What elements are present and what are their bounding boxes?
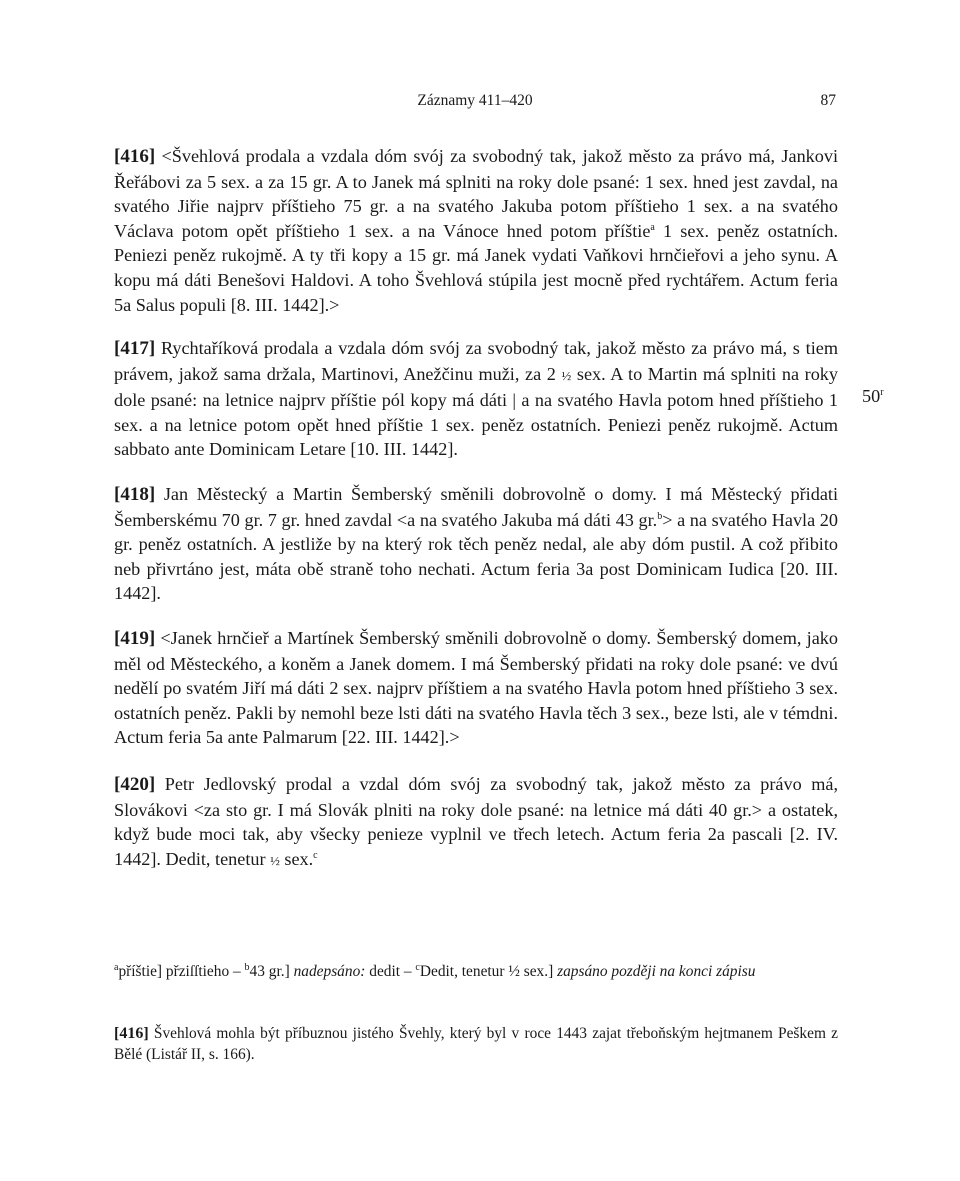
folio-number: 50 — [862, 386, 881, 406]
comment-text: Švehlová mohla být příbuznou jistého Švehly, který byl v roce 1443 zajat třeboňským hejtmanem Peškem z Bělé (Listář II, s. 166). — [114, 1025, 838, 1063]
comment-entry-number: [416] — [114, 1025, 149, 1042]
entry-text: Petr Jedlovský prodal a vzdal dóm svój za svobodný tak, jakož město za právo má, Slovákovi <za sto gr. I má Slovák plniti na roky dole psané: na letnice má dáti 40 gr.> a ostatek, když bude moci tak, aby všecky penieze vyplnil ve třech letech. Actum feria 2a pascali [2. IV. 1442]. Dedit, tenetur — [114, 774, 838, 869]
footnote-marker-b: b — [657, 510, 663, 522]
entry-text: Rychtaříková prodala a vzdala dóm svój za svobodný tak, jakož město za právo má, s tiem právem, jakož sama držala, Martinovi, Anežčinu muži, za 2 — [114, 338, 839, 384]
entry-420 — [114, 772, 838, 873]
entry-text: <Janek hrnčieř a Martínek Šemberský směnili dobrovolně o domy. Šemberský domem, jako měl od Městeckého, a koněm a Janek domem. I má Šemberský přidati na roky dole psané: ve dvú nedělí po svatém Jiří má dáti 2 sex. najprv příštiem a na svatého Havla potom hned příštieho 3 sex. ostatních peněz. Pakli by nemohl beze lsti dáti na svatého Havla těch 3 sex., beze lsti, ale v témdni. Actum feria 5a ante Palmarum [22. III. 1442].> — [114, 628, 838, 748]
footnote-c: Dedit, tenetur ½ sex.] — [419, 963, 558, 980]
folio-side: r — [880, 386, 884, 398]
footnote-mark: b — [244, 961, 250, 973]
entry-text-cont: sex. A to Martin má splniti na roky dole psané: na letnice najprv příštie pól kopy má dáti | a na svatého Havla potom hned příštieho 1 sex. a na letnice potom opět hned příštie 1 sex. peněz ostatních. Peniezi peněz rukojmě. Actum sabbato ante Dominicam Letare [10. III. 1442]. — [114, 363, 838, 460]
entry-text-cont: sex. — [279, 848, 314, 869]
entry-text: <Švehlová prodala a vzdala dóm svój za svobodný tak, jakož město za právo má, Jankovi Řeřábovi za 5 sex. a za 15 gr. A to Janek má splniti na roky dole psané: 1 sex. hned jest zavdal, na svatého Jiřie najprv příštieho 75 gr. a na svatého Jakuba potom příštieho 1 sex. a na svatého Václava potom opět příštieho 1 sex. a na Vánoce hned potom příštie — [114, 146, 839, 241]
commentary-note — [114, 1024, 838, 1065]
entry-418 — [114, 482, 838, 606]
entry-419 — [114, 626, 838, 750]
folio-margin-note — [862, 386, 884, 407]
entry-number: [417] — [114, 338, 156, 359]
footnote-c-italic: zapsáno později na konci zápisu — [557, 963, 756, 980]
entry-number: [420] — [114, 774, 156, 795]
footnote-b-rest: dedit – — [365, 963, 416, 980]
footnote-mark: c — [415, 961, 420, 973]
footnote-a: příštie] přziſſtieho – — [118, 963, 245, 980]
footnote-b-italic: nadepsáno: — [293, 963, 366, 980]
entry-number: [419] — [114, 628, 156, 649]
fraction: ½ — [270, 852, 280, 868]
footnote-marker-c: c — [313, 849, 318, 861]
footnote-mark: a — [114, 961, 119, 973]
entry-number: [416] — [114, 146, 156, 167]
running-header — [114, 92, 836, 114]
footnote-marker-a: a — [650, 221, 655, 233]
entry-text-cont: 1 sex. peněz ostatních. Peniezi peněz rukojmě. A ty tři kopy a 15 gr. má Janek vydati Vaňkovi hrnčieřovi a jeho synu. A kopu má dáti Benešovi Haldovi. A toho Švehlová stúpila jest mocně před rychtářem. Actum feria 5a Salus populi [8. III. 1442].> — [114, 220, 838, 315]
running-title: Záznamy 411–420 — [417, 92, 533, 109]
entry-number: [418] — [114, 484, 156, 505]
entry-text-cont: > a na svatého Havla 20 gr. peněz ostatních. A jestliže by na který rok těch peněz nedal, ale aby dóm pustil. A což přibito neb přivrtáno jest, máta obě straně toho nechati. Actum feria 3a post Dominicam Iudica [20. III. 1442]. — [114, 509, 838, 604]
fraction: ½ — [561, 367, 572, 383]
footnote-b: 43 gr.] — [249, 963, 294, 980]
footnotes — [114, 962, 838, 983]
page-number: 87 — [820, 92, 836, 109]
entry-417 — [114, 336, 838, 462]
entry-text: Jan Městecký a Martin Šemberský směnili dobrovolně o domy. I má Městecký přidati Šemberskému 70 gr. 7 gr. hned zavdal <a na svatého Jakuba má dáti 43 gr. — [114, 484, 839, 530]
entry-416 — [114, 144, 838, 317]
